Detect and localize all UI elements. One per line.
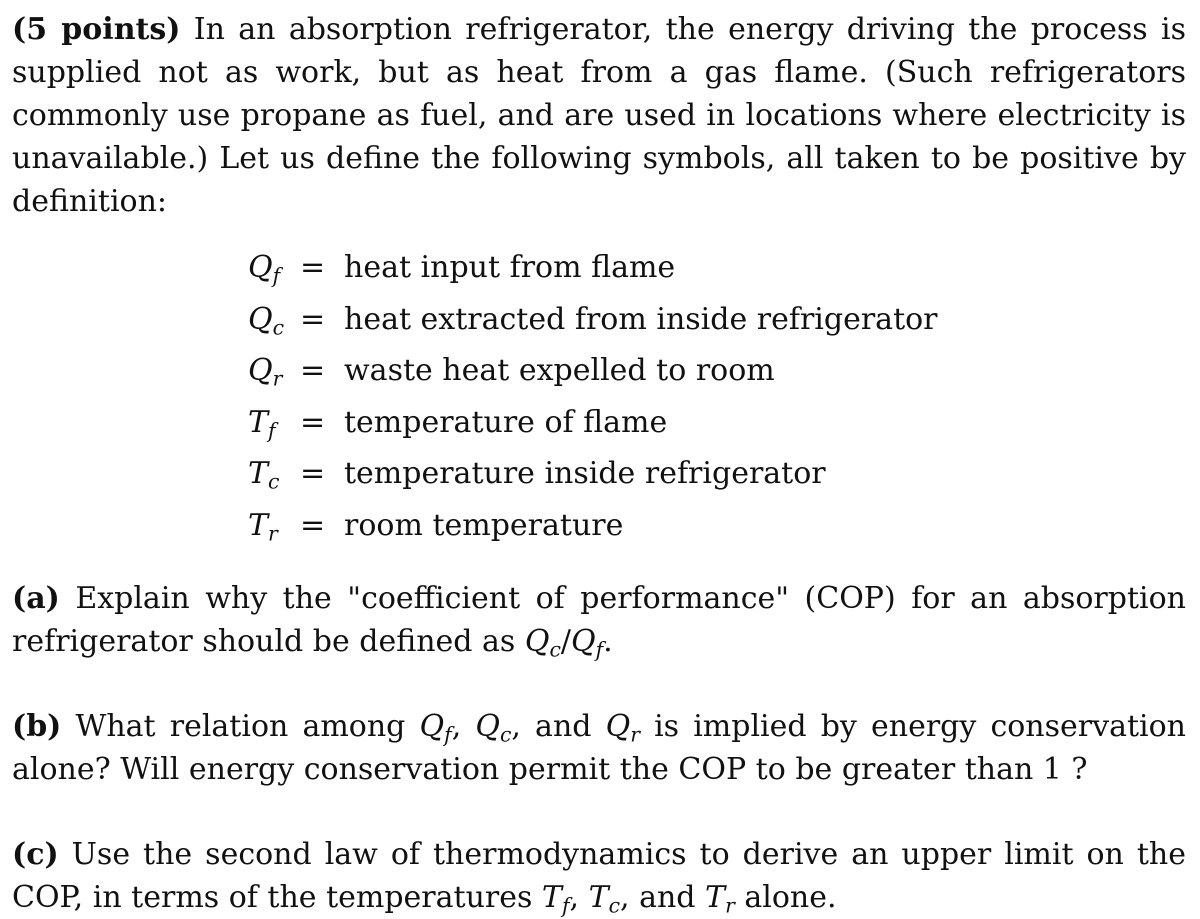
- symbol-rows: [248, 242, 938, 551]
- symbol-definition: room temperature: [344, 507, 624, 543]
- equals-sign: =: [300, 404, 326, 440]
- symbol-row: [248, 242, 938, 294]
- equals-sign: =: [300, 507, 326, 543]
- symbol: $Q_f$: [248, 250, 281, 288]
- question-part-a: (a) Explain why the "coefficient of performance" (COP) for an absorption refrigerator should be defined as $Q_c/Q_f$.: [12, 581, 1186, 662]
- symbol: $Q_r$: [248, 353, 283, 391]
- intro-text: In an absorption refrigerator, the energy driving the process is supplied not as work, but as heat from a gas flame. (Such refrigerators commonly use propane as fuel, and are used in locations where electricity is unavailable.) Let us define the following symbols, all taken to be positive by definition:: [12, 12, 1186, 219]
- symbol-definitions: [248, 242, 938, 551]
- part-c-label: (c): [12, 837, 59, 872]
- symbol-row: [248, 500, 938, 552]
- symbol-definition: temperature inside refrigerator: [344, 456, 826, 492]
- symbol-definition: waste heat expelled to room: [344, 353, 775, 389]
- symbol: $Q_c$: [248, 301, 285, 340]
- part-a-label: (a): [12, 581, 60, 616]
- equals-sign: =: [300, 353, 326, 389]
- question-part-b: (b) What relation among $Q_f$, $Q_c$, and $Q_r$ is implied by energy conservation alone? Will energy conservation permit the COP to be greater than 1 ?: [12, 709, 1186, 787]
- part-b-label: (b): [12, 709, 62, 744]
- points-label: (5 points): [12, 12, 181, 47]
- symbol: $T_c$: [248, 456, 280, 494]
- symbol-row: [248, 397, 938, 449]
- question-part-c: (c) Use the second law of thermodynamics to derive an upper limit on the COP, in terms of the temperatures $T_f$, $T_c$, and $T_r$ alone.: [12, 837, 1186, 918]
- symbol-definition: temperature of flame: [344, 404, 668, 440]
- equals-sign: =: [300, 456, 326, 492]
- symbol-row: [248, 345, 938, 397]
- symbol-row: [248, 294, 938, 346]
- problem-intro: [12, 8, 1186, 223]
- symbol-definition: heat input from flame: [344, 250, 676, 286]
- equals-sign: =: [300, 250, 326, 286]
- symbol-row: [248, 448, 938, 500]
- symbol-definition: heat extracted from inside refrigerator: [344, 301, 938, 337]
- equals-sign: =: [300, 301, 326, 337]
- symbol: $T_r$: [248, 507, 278, 546]
- symbol: $T_f$: [248, 404, 276, 443]
